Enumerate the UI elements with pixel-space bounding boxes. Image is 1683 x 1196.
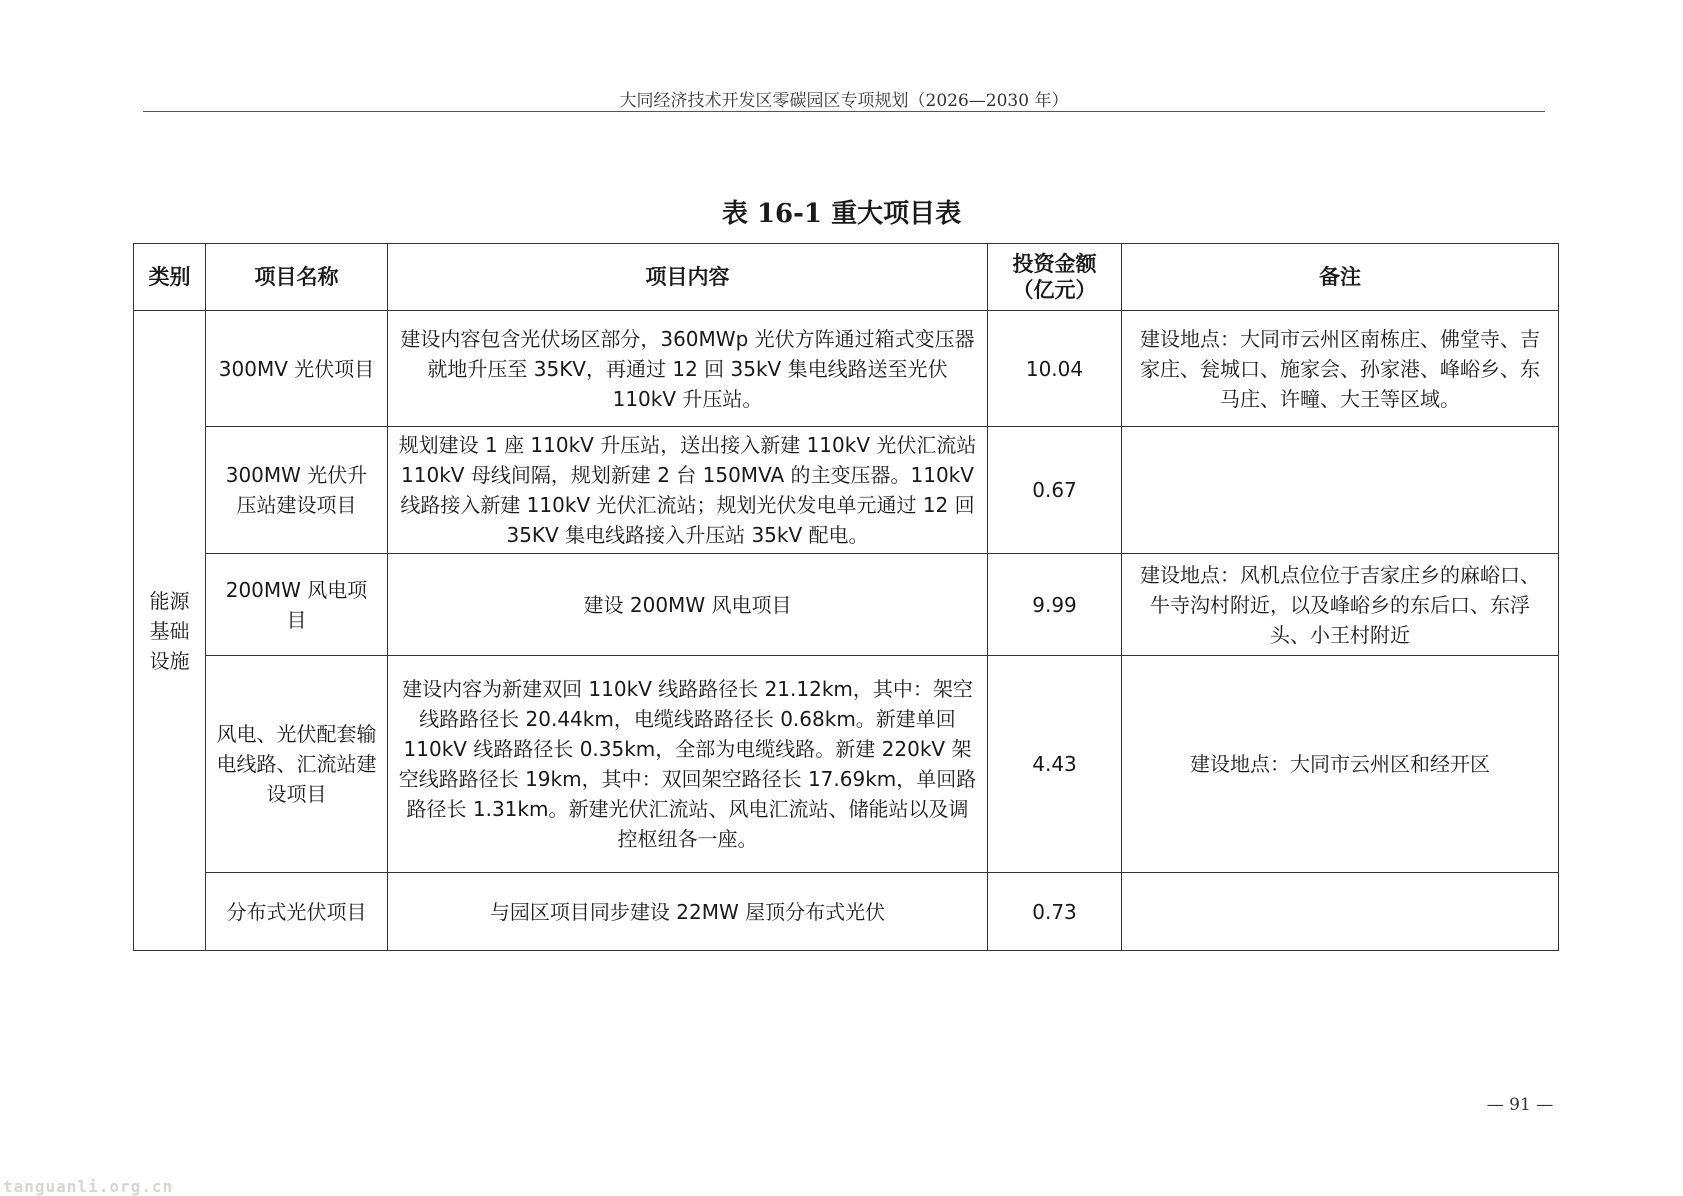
column-header-project-name: 项目名称	[206, 244, 388, 311]
project-name-cell: 200MW 风电项目	[206, 554, 388, 656]
table-row	[134, 873, 1559, 951]
note-cell	[1122, 427, 1559, 554]
project-content-cell: 建设内容为新建双回 110kV 线路路径长 21.12km，其中：架空线路路径长 20.44km，电缆线路路径长 0.68km。新建单回 110kV 线路路径长 0.35km，全部为电缆线路。新建 220kV 架空线路路径长 19km，其中：双回架空路径长 17.69km，单回路路径长 1.31km。新建光伏汇流站、风电汇流站、储能站以及调控枢纽各一座。	[388, 656, 988, 873]
project-content-cell: 建设内容包含光伏场区部分，360MWp 光伏方阵通过箱式变压器就地升压至 35KV，再通过 12 回 35kV 集电线路送至光伏 110kV 升压站。	[388, 311, 988, 427]
investment-cell: 0.73	[988, 873, 1122, 951]
project-content-cell: 规划建设 1 座 110kV 升压站，送出接入新建 110kV 光伏汇流站 110kV 母线间隔，规划新建 2 台 150MVA 的主变压器。110kV 线路接入新建 110kV 光伏汇流站；规划光伏发电单元通过 12 回 35KV 集电线路接入升压站 35kV 配电。	[388, 427, 988, 554]
table-title: 表 16-1 重大项目表	[721, 199, 962, 229]
table-header-row	[134, 244, 1559, 311]
project-content-cell: 建设 200MW 风电项目	[388, 554, 988, 656]
note-cell: 建设地点：风机点位位于吉家庄乡的麻峪口、牛寺沟村附近，以及峰峪乡的东后口、东浮头、小王村附近	[1122, 554, 1559, 656]
project-name-cell: 300MW 光伏升压站建设项目	[206, 427, 388, 554]
running-header: 大同经济技术开发区零碳园区专项规划（2026—2030 年）	[619, 91, 1069, 111]
page-number: — 91 —	[1486, 1095, 1554, 1115]
table-row	[134, 656, 1559, 873]
investment-cell: 9.99	[988, 554, 1122, 656]
note-cell: 建设地点：大同市云州区和经开区	[1122, 656, 1559, 873]
table-row	[134, 427, 1559, 554]
table-row	[134, 311, 1559, 427]
project-table	[133, 243, 1559, 951]
header-rule	[143, 111, 1545, 112]
project-name-cell: 300MV 光伏项目	[206, 311, 388, 427]
note-cell: 建设地点：大同市云州区南栋庄、佛堂寺、吉家庄、瓮城口、施家会、孙家港、峰峪乡、东马庄、许疃、大王等区域。	[1122, 311, 1559, 427]
investment-cell: 4.43	[988, 656, 1122, 873]
project-content-cell: 与园区项目同步建设 22MW 屋顶分布式光伏	[388, 873, 988, 951]
investment-cell: 0.67	[988, 427, 1122, 554]
column-header-note: 备注	[1122, 244, 1559, 311]
table-row	[134, 554, 1559, 656]
note-cell	[1122, 873, 1559, 951]
project-name-cell: 风电、光伏配套输电线路、汇流站建设项目	[206, 656, 388, 873]
column-header-project-content: 项目内容	[388, 244, 988, 311]
column-header-category: 类别	[134, 244, 206, 311]
project-name-cell: 分布式光伏项目	[206, 873, 388, 951]
watermark-text: tanguanli.org.cn	[3, 1177, 174, 1196]
column-header-investment: 投资金额 （亿元）	[988, 244, 1122, 311]
category-cell: 能源基础设施	[134, 311, 206, 951]
investment-cell: 10.04	[988, 311, 1122, 427]
